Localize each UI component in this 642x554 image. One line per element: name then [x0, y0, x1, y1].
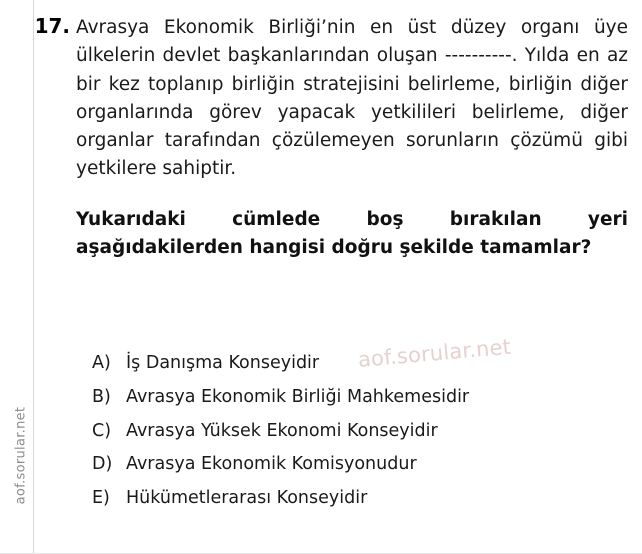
option-e[interactable]	[92, 487, 632, 510]
option-c-letter: C)	[92, 420, 112, 441]
question-text: Avrasya Ekonomik Birliği’nin en üst düzey organı üye ülkelerin devlet başkanlarından oluşan ----------. Yılda en az bir kez toplanıp birliğin stratejisini belirleme, birliğin diğer organlarında görev yapacak yetkilileri belirleme, diğer organlar tarafından çözülemeyen sorunların çözümü gibi yetkilere sahiptir.	[76, 17, 628, 180]
option-d-letter: D)	[92, 454, 113, 475]
option-a-text: İş Danışma Konseyidir	[126, 353, 320, 373]
option-c-text: Avrasya Yüksek Ekonomi Konseyidir	[126, 420, 438, 441]
option-d-text: Avrasya Ekonomik Komisyonudur	[126, 454, 417, 475]
option-c[interactable]	[92, 420, 632, 443]
side-watermark-text: aof.sorular.net	[13, 406, 29, 505]
option-a-letter: A)	[92, 353, 111, 373]
center-watermark-text: aof.sorular.net	[356, 334, 513, 372]
question-content	[34, 0, 642, 554]
question-block	[34, 14, 628, 262]
option-b[interactable]	[92, 386, 632, 409]
option-b-text: Avrasya Ekonomik Birliği Mahkemesidir	[126, 386, 470, 407]
option-d[interactable]	[92, 453, 632, 476]
question-number: 17.	[34, 14, 70, 38]
side-watermark-strip	[0, 0, 34, 554]
question-prompt: Yukarıdaki cümlede boş bırakılan yeri aşağıdakilerden hangisi doğru şekilde tamamlar?	[76, 208, 628, 259]
option-b-letter: B)	[92, 386, 111, 407]
option-a[interactable]	[92, 352, 632, 375]
option-e-letter: E)	[92, 488, 110, 508]
option-e-text: Hükümetlerarası Konseyidir	[126, 488, 368, 508]
options-list	[92, 352, 632, 521]
